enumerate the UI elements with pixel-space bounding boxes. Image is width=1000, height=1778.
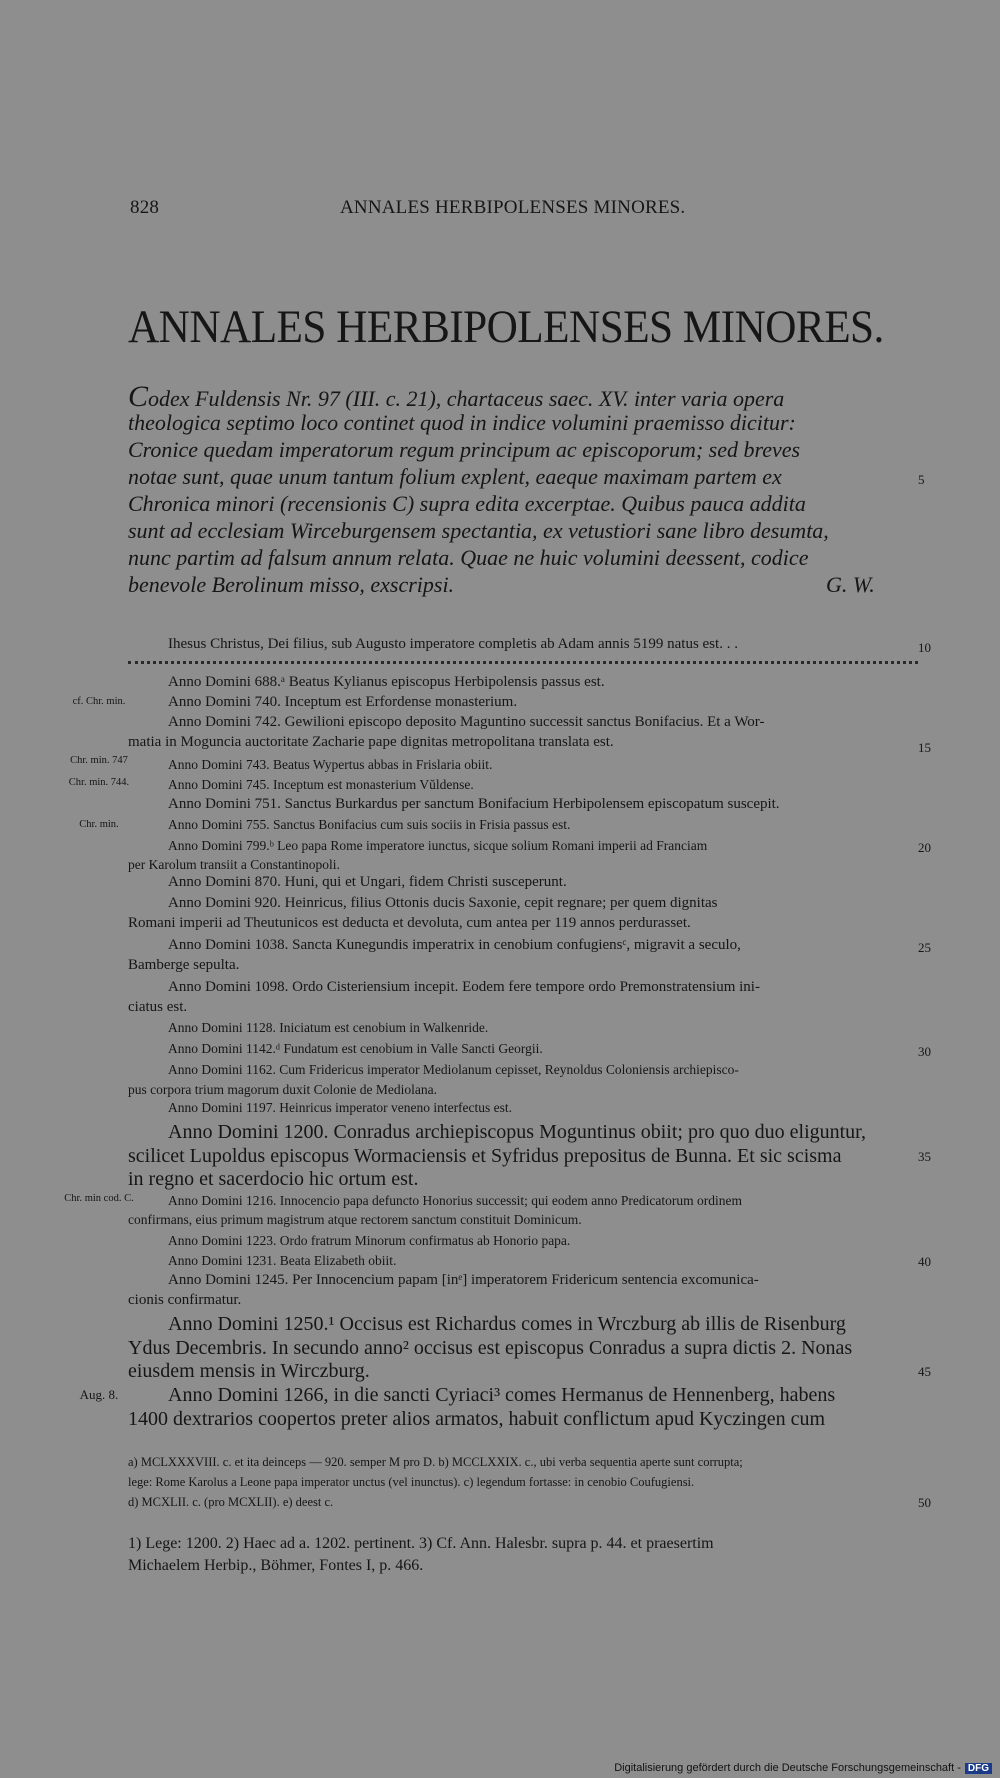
intro-line: Codex Fuldensis Nr. 97 (III. c. 21), chartaceus saec. XV. inter varia opera xyxy=(128,380,785,413)
annal-line: pus corpora trium magorum duxit Colonie de Mediolana. xyxy=(128,1082,437,1097)
line-number: 50 xyxy=(918,1495,931,1510)
annal-line: Anno Domini 742. Gewilioni episcopo deposito Maguntino successit sanctus Bonifacius. Et a Wor- xyxy=(168,714,765,730)
drop-initial: C xyxy=(128,380,149,413)
intro-line: theologica septimo loco continet quod in indice volumini praemisso dicitur: xyxy=(128,410,796,435)
intro-line: benevole Berolinum misso, exscripsi. xyxy=(128,572,455,597)
annal-line: scilicet Lupoldus episcopus Wormaciensis et Syfridus prepositus de Bunna. Et sic scisma xyxy=(128,1145,842,1167)
annal-line: Anno Domini 1216. Innocencio papa defuncto Honorius successit; qui eodem anno Predicatorum ordinem xyxy=(168,1193,742,1208)
annal-line: 1400 dextrarios coopertos preter alios armatos, habuit conflictum apud Kyczingen cum xyxy=(128,1408,826,1430)
annal-line: Anno Domini 1197. Heinricus imperator veneno interfectus est. xyxy=(168,1100,513,1115)
annal-line: Anno Domini 751. Sanctus Burkardus per sanctum Bonifacium Herbipolensem episcopatum suscepit. xyxy=(168,796,780,812)
dfg-logo: DFG xyxy=(965,1763,992,1774)
digitization-footer xyxy=(614,1762,992,1774)
running-title: ANNALES HERBIPOLENSES MINORES. xyxy=(340,197,686,218)
line-number: 15 xyxy=(918,740,931,755)
line-number: 30 xyxy=(918,1044,931,1059)
margin-note: Chr. min. 747 xyxy=(70,755,128,766)
annal-line: Ydus Decembris. In secundo anno² occisus est episcopus Conradus a supra dictis 2. Nonas xyxy=(128,1337,853,1359)
annal-line: Ihesus Christus, Dei filius, sub Augusto imperatore completis ab Adam annis 5199 natus est. . . xyxy=(168,636,738,652)
annal-line: confirmans, eius primum magistrum atque rectorem sanctum constituit Dominicum. xyxy=(128,1212,582,1227)
intro-line: nunc partim ad falsum annum relata. Quae ne huic volumini deessent, codice xyxy=(128,545,809,570)
footnote: a) MCLXXXVIII. c. et ita deinceps — 920. semper M pro D. b) MCCLXXIX. c., ubi verba sequentia aperte sunt corrupta; xyxy=(128,1455,743,1469)
line-number: 45 xyxy=(918,1364,931,1379)
dotted-separator xyxy=(128,661,918,664)
annal-line: ciatus est. xyxy=(128,999,188,1015)
intro-line: sunt ad ecclesiam Wirceburgensem spectantia, ex vetustiori sane libro desumta, xyxy=(128,518,829,543)
margin-note: Chr. min. 744. xyxy=(68,777,130,788)
annal-line: Anno Domini 870. Huni, qui et Ungari, fidem Christi susceperunt. xyxy=(168,874,567,890)
annal-line: Anno Domini 1098. Ordo Cisteriensium incepit. Eodem fere tempore ordo Premonstratensium ini- xyxy=(168,979,760,995)
annal-line: Anno Domini 920. Heinricus, filius Ottonis ducis Saxonie, cepit regnare; per quem dignitas xyxy=(168,895,718,911)
line-number: 40 xyxy=(918,1254,931,1269)
margin-note: Chr. min. xyxy=(79,819,119,830)
annal-line: Anno Domini 1142.ᵈ Fundatum est cenobium in Valle Sancti Georgii. xyxy=(168,1041,543,1056)
annal-line: Anno Domini 1038. Sancta Kunegundis imperatrix in cenobium confugiensᶜ, migravit a seculo, xyxy=(168,937,741,953)
annal-line: Anno Domini 1231. Beata Elizabeth obiit. xyxy=(168,1253,397,1268)
annal-line: Anno Domini 1266, in die sancti Cyriaci³ comes Hermanus de Hennenberg, habens xyxy=(168,1384,836,1406)
annal-line: per Karolum transiit a Constantinopoli. xyxy=(128,857,340,872)
footnote: d) MCXLII. c. (pro MCXLII). e) deest c. xyxy=(128,1495,334,1509)
editorial-note: 1) Lege: 1200. 2) Haec ad a. 1202. pertinent. 3) Cf. Ann. Halesbr. supra p. 44. et praesertim xyxy=(128,1535,714,1552)
margin-note: Chr. min cod. C. xyxy=(64,1193,134,1204)
line-number: 20 xyxy=(918,840,931,855)
intro-line: Chronica minori (recensionis C) supra edita excerptae. Quibus pauca addita xyxy=(128,491,806,516)
annal-line: Anno Domini 743. Beatus Wypertus abbas in Frislaria obiit. xyxy=(168,757,493,772)
line-number: 25 xyxy=(918,940,931,955)
annal-line: Anno Domini 799.ᵇ Leo papa Rome imperatore iunctus, sicque solium Romani imperii ad Franciam xyxy=(168,838,708,853)
margin-note: cf. Chr. min. xyxy=(72,696,126,707)
line-number: 5 xyxy=(918,472,925,487)
annal-line: Anno Domini 1162. Cum Fridericus imperator Mediolanum cepisset, Reynoldus Coloniensis archiepisco- xyxy=(168,1062,739,1077)
annal-line: Anno Domini 1250.¹ Occisus est Richardus comes in Wrczburg ab illis de Risenburg xyxy=(168,1313,846,1335)
footnote: lege: Rome Karolus a Leone papa imperator unctus (vel inunctus). c) legendum fortasse: in cenobio Coufugiensi. xyxy=(128,1475,695,1489)
annal-line: Bamberge sepulta. xyxy=(128,957,240,973)
editorial-note: Michaelem Herbip., Böhmer, Fontes I, p. 466. xyxy=(128,1557,424,1574)
signature: G. W. xyxy=(826,572,875,597)
annal-line: Anno Domini 1200. Conradus archiepiscopus Moguntinus obiit; pro quo duo eliguntur, xyxy=(168,1121,867,1143)
line-number: 10 xyxy=(918,640,931,655)
margin-note: Aug. 8. xyxy=(79,1387,119,1402)
annal-line: Anno Domini 688.ᵃ Beatus Kylianus episcopus Herbipolensis passus est. xyxy=(168,674,605,690)
annal-line: Anno Domini 1245. Per Innocencium papam [inᵉ] imperatorem Fridericum sentencia excomunica- xyxy=(168,1272,759,1288)
page-number: 828 xyxy=(130,197,160,218)
annal-line: eiusdem mensis in Wirczburg. xyxy=(128,1360,370,1382)
annal-line: Anno Domini 1223. Ordo fratrum Minorum confirmatus ab Honorio papa. xyxy=(168,1233,571,1248)
annal-line: Anno Domini 755. Sanctus Bonifacius cum suis sociis in Frisia passus est. xyxy=(168,817,571,832)
annal-line: Anno Domini 745. Inceptum est monasterium Vŭldense. xyxy=(168,777,474,792)
footer-text: Digitalisierung gefördert durch die Deutsche Forschungsgemeinschaft - xyxy=(614,1762,961,1774)
annal-line: in regno et sacerdocio hic ortum est. xyxy=(128,1168,419,1190)
annal-line: Romani imperii ad Theutunicos est deducta et devoluta, cum antea per 119 annos perdurasset. xyxy=(128,915,691,931)
line-number: 35 xyxy=(918,1149,931,1164)
annal-line: matia in Moguncia auctoritate Zacharie pape dignitas metropolitana translata est. xyxy=(128,734,614,750)
annal-line: Anno Domini 740. Inceptum est Erfordense monasterium. xyxy=(168,694,518,710)
intro-line: notae sunt, quae unum tantum folium explent, eaeque maximam partem ex xyxy=(128,464,782,489)
annal-line: Anno Domini 1128. Iniciatum est cenobium in Walkenride. xyxy=(168,1020,489,1035)
intro-line: Cronice quedam imperatorum regum principum ac episcoporum; sed breves xyxy=(128,437,801,462)
annal-line: cionis confirmatur. xyxy=(128,1292,242,1308)
page-title: ANNALES HERBIPOLENSES MINORES. xyxy=(128,301,884,353)
